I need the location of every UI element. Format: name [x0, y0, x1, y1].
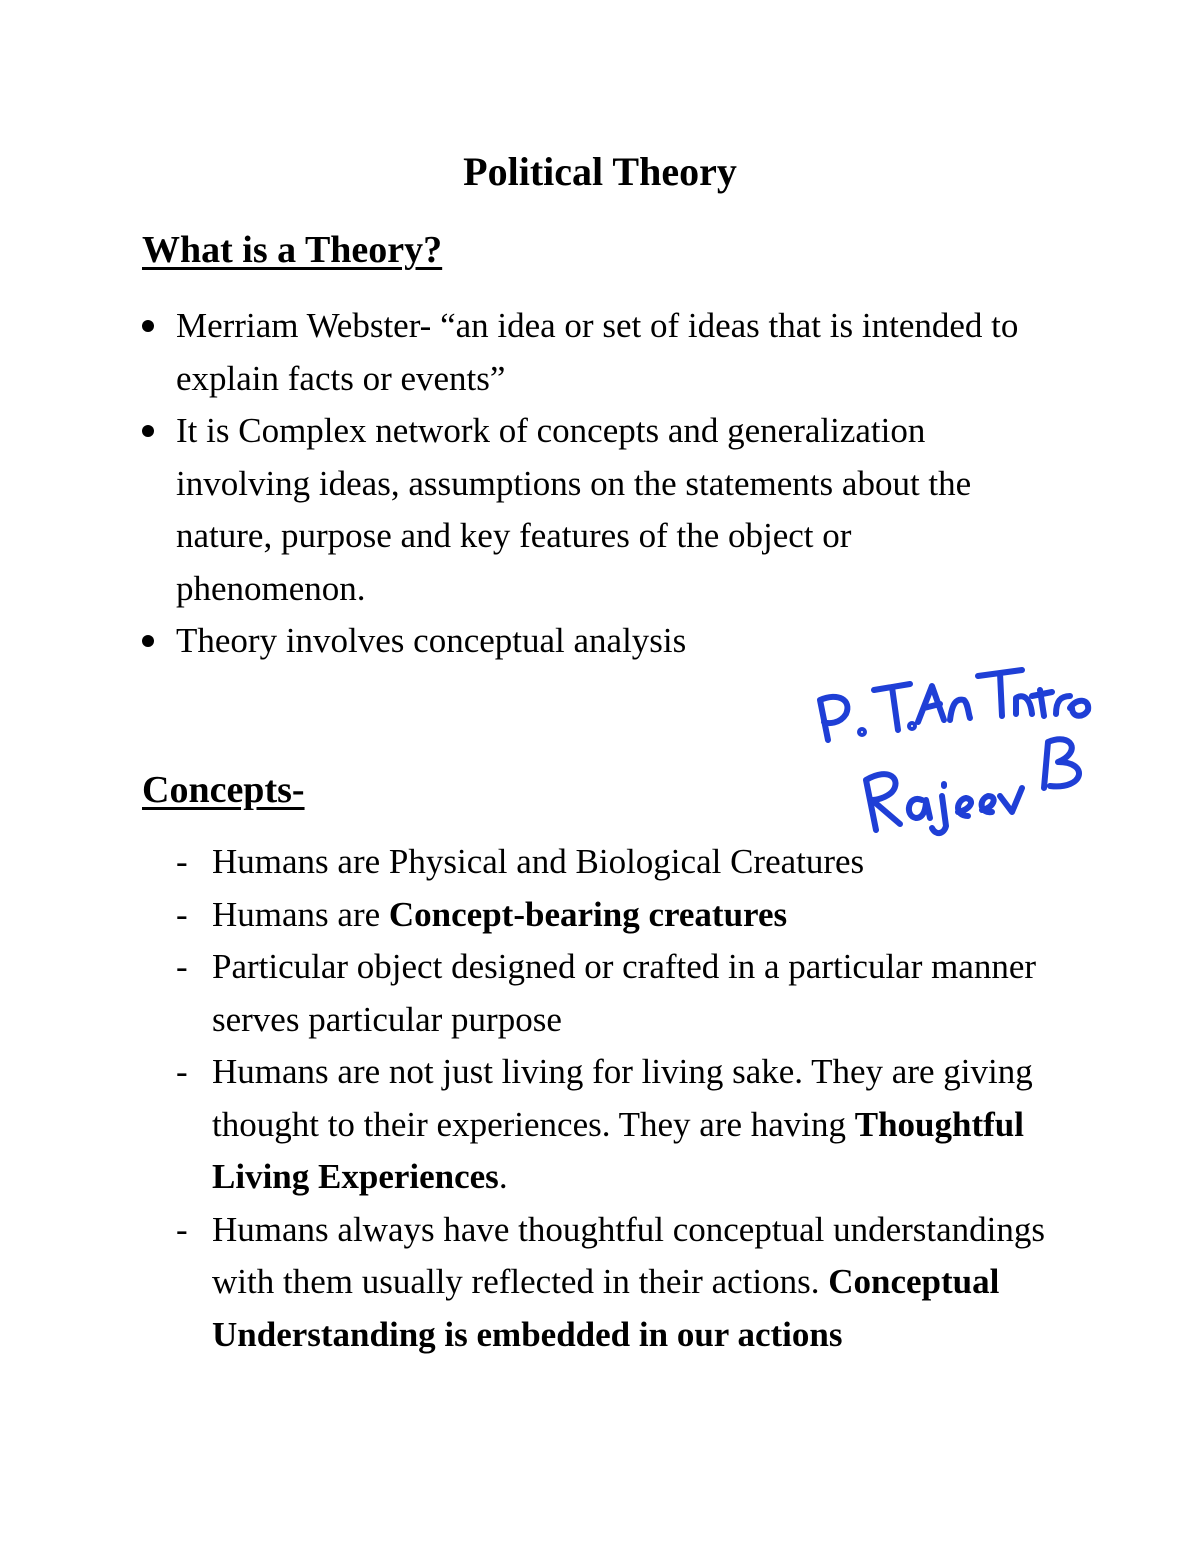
- handwriting-signature-icon: [800, 640, 1100, 840]
- item-bold-text: Concept-bearing creatures: [388, 894, 788, 934]
- dash-icon: -: [176, 894, 188, 934]
- dash-icon: -: [176, 1209, 188, 1249]
- bullet-icon: [142, 425, 154, 437]
- section-heading-concepts: Concepts-: [142, 769, 305, 811]
- bullet-icon: [142, 635, 154, 647]
- list-item: [142, 300, 1042, 405]
- handwritten-annotation: [800, 640, 1100, 840]
- dash-icon: -: [176, 842, 188, 881]
- dash-icon: -: [176, 947, 188, 986]
- list-item: [176, 1046, 1076, 1204]
- item-text: Humans are: [212, 894, 389, 934]
- item-bold-text: Thoughtful Living Experiences: [212, 1104, 1024, 1196]
- item-text: Particular object designed or crafted in a particular manner serves particular purpose: [212, 947, 1037, 1039]
- dash-icon: -: [176, 1052, 188, 1091]
- list-item: [176, 1204, 1076, 1362]
- bullet-text: It is Complex network of concepts and generalization involving ideas, assumptions on the statements about the nature, purpose and key features of the object or phenomenon.: [176, 411, 972, 608]
- section-heading-theory: What is a Theory?: [142, 229, 443, 271]
- item-text: Humans always have thoughtful conceptual understandings with them usually reflected in their actions.: [212, 1209, 1045, 1301]
- item-text: Humans are not just living for living sake. They are giving thought to their experiences. They are having: [212, 1052, 1033, 1144]
- bullet-text: Theory involves conceptual analysis: [176, 621, 687, 660]
- theory-bullet-list: [142, 300, 1042, 668]
- item-trailing-text: .: [498, 1157, 508, 1196]
- bullet-text: Merriam Webster- “an idea or set of ideas that is intended to explain facts or events”: [176, 306, 1019, 398]
- list-item: [176, 836, 1076, 889]
- page-title: Political Theory: [463, 149, 737, 194]
- list-item: [176, 941, 1076, 1046]
- list-item: [176, 889, 1076, 942]
- bullet-icon: [142, 320, 154, 332]
- item-bold-text: Conceptual Understanding is embedded in our actions: [212, 1262, 1000, 1354]
- list-item: [142, 405, 1042, 615]
- item-text: Humans are Physical and Biological Creatures: [212, 842, 865, 881]
- concepts-dash-list: [176, 836, 1076, 1361]
